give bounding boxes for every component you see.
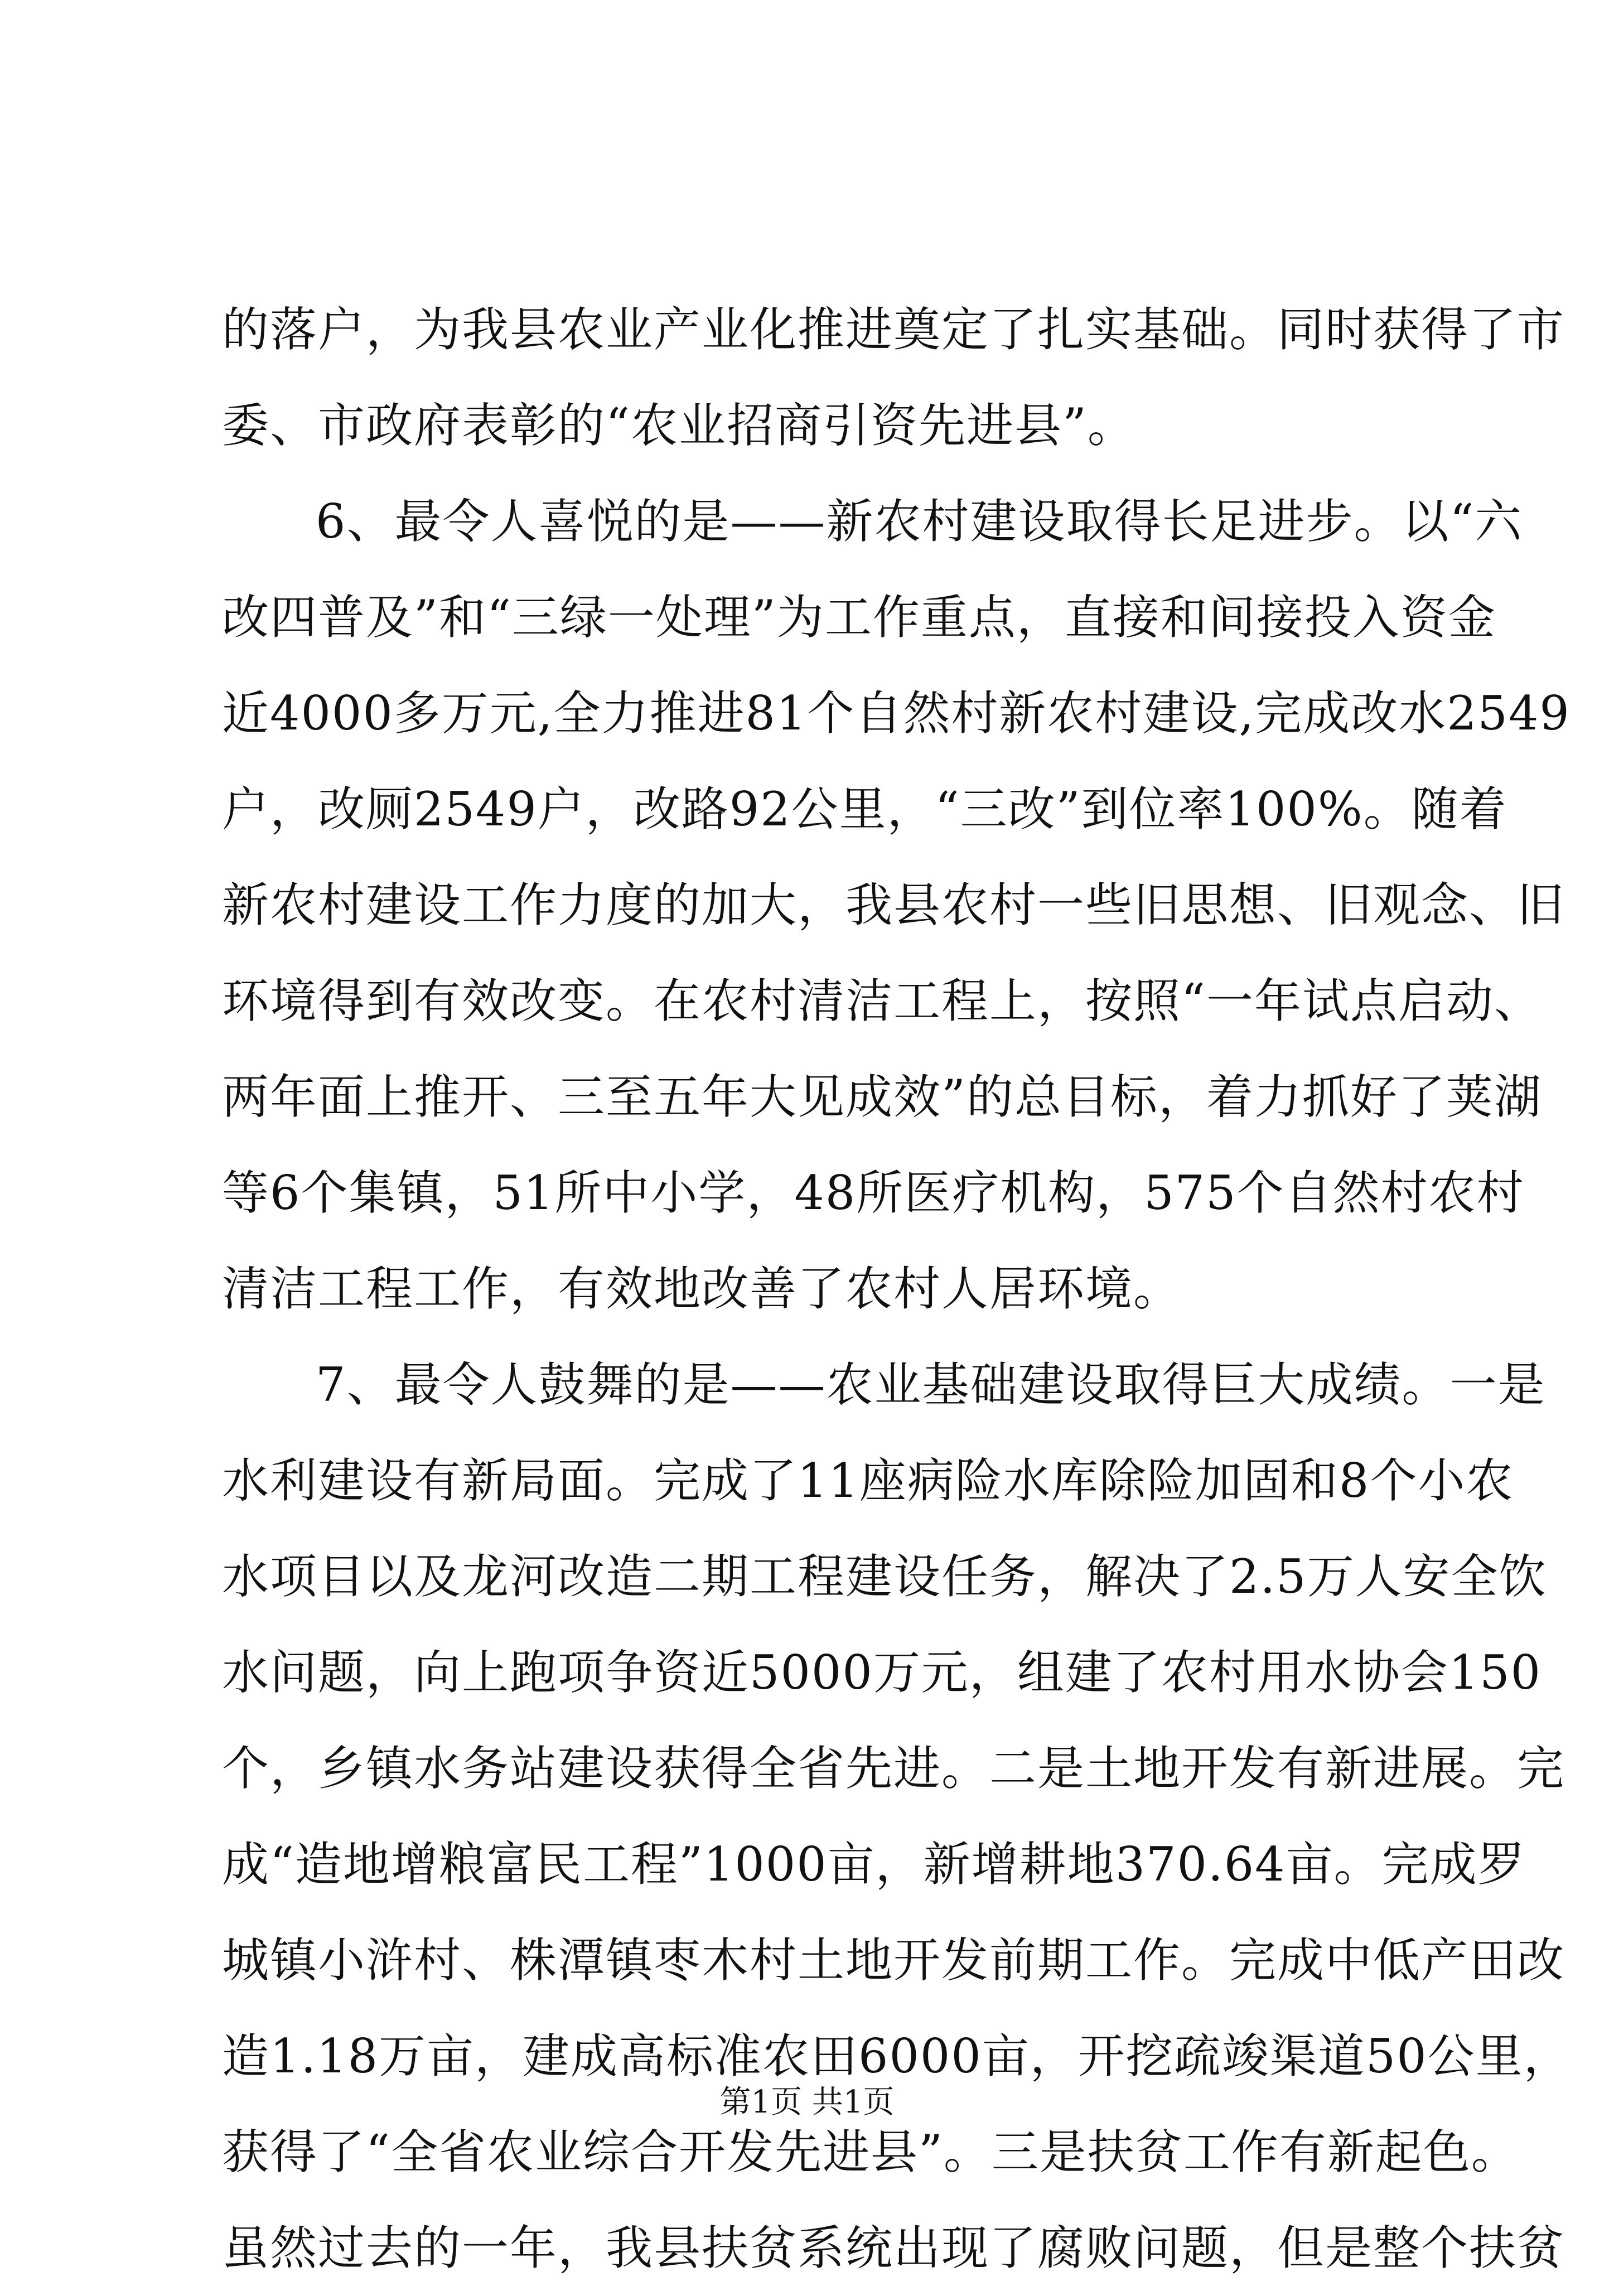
paragraph-line: 6、最令人喜悦的是——新农村建设取得长足进步。以“六 (316, 494, 1523, 549)
paragraph-line: 城镇小浒村、株潭镇枣木村土地开发前期工作。完成中低产田改 (222, 1933, 1565, 1988)
paragraph-line: 虽然过去的一年，我县扶贫系统出现了腐败问题，但是整个扶贫 (222, 2221, 1565, 2275)
paragraph-line: 户，改厕2549户，改路92公里，“三改”到位率100%。随着 (222, 782, 1507, 837)
paragraph-line: 清洁工程工作，有效地改善了农村人居环境。 (222, 1261, 1182, 1316)
paragraph-line: 水问题，向上跑项争资近5000万元，组建了农村用水协会150 (222, 1645, 1542, 1700)
paragraph-line: 7、最令人鼓舞的是——农业基础建设取得巨大成绩。一是 (316, 1357, 1546, 1412)
paragraph-line: 等6个集镇，51所中小学，48所医疗机构，575个自然村农村 (222, 1166, 1525, 1220)
paragraph-line: 水利建设有新局面。完成了11座病险水库除险加固和8个小农 (222, 1453, 1514, 1508)
paragraph-line: 个，乡镇水务站建设获得全省先进。二是土地开发有新进展。完 (222, 1741, 1565, 1796)
paragraph-line: 成“造地增粮富民工程”1000亩，新增耕地370.64亩。完成罗 (222, 1837, 1526, 1892)
paragraph-line: 委、市政府表彰的“农业招商引资先进县”。 (222, 398, 1135, 453)
page-number-footer: 第1页 共1页 (719, 2084, 895, 2120)
paragraph-line: 的落户，为我县农业产业化推进奠定了扎实基础。同时获得了市 (222, 302, 1565, 357)
paragraph-line: 两年面上推开、三至五年大见成效”的总目标，着力抓好了荚湖 (222, 1070, 1542, 1124)
paragraph-line: 获得了“全省农业综合开发先进县”。三是扶贫工作有新起色。 (222, 2125, 1519, 2179)
body-text (222, 282, 1572, 2296)
paragraph-line: 环境得到有效改变。在农村清洁工程上，按照“一年试点启动、 (222, 974, 1542, 1028)
paragraph-line: 新农村建设工作力度的加大，我县农村一些旧思想、旧观念、旧 (222, 878, 1565, 932)
paragraph-line: 水项目以及龙河改造二期工程建设任务，解决了2.5万人安全饮 (222, 1549, 1547, 1604)
paragraph-line: 造1.18万亩，建成高标准农田6000亩，开挖疏竣渠道50公里， (222, 2029, 1572, 2084)
paragraph-line: 改四普及”和“三绿一处理”为工作重点，直接和间接投入资金 (222, 590, 1496, 645)
paragraph-line: 近4000多万元,全力推进81个自然村新农村建设,完成改水2549 (222, 686, 1570, 741)
